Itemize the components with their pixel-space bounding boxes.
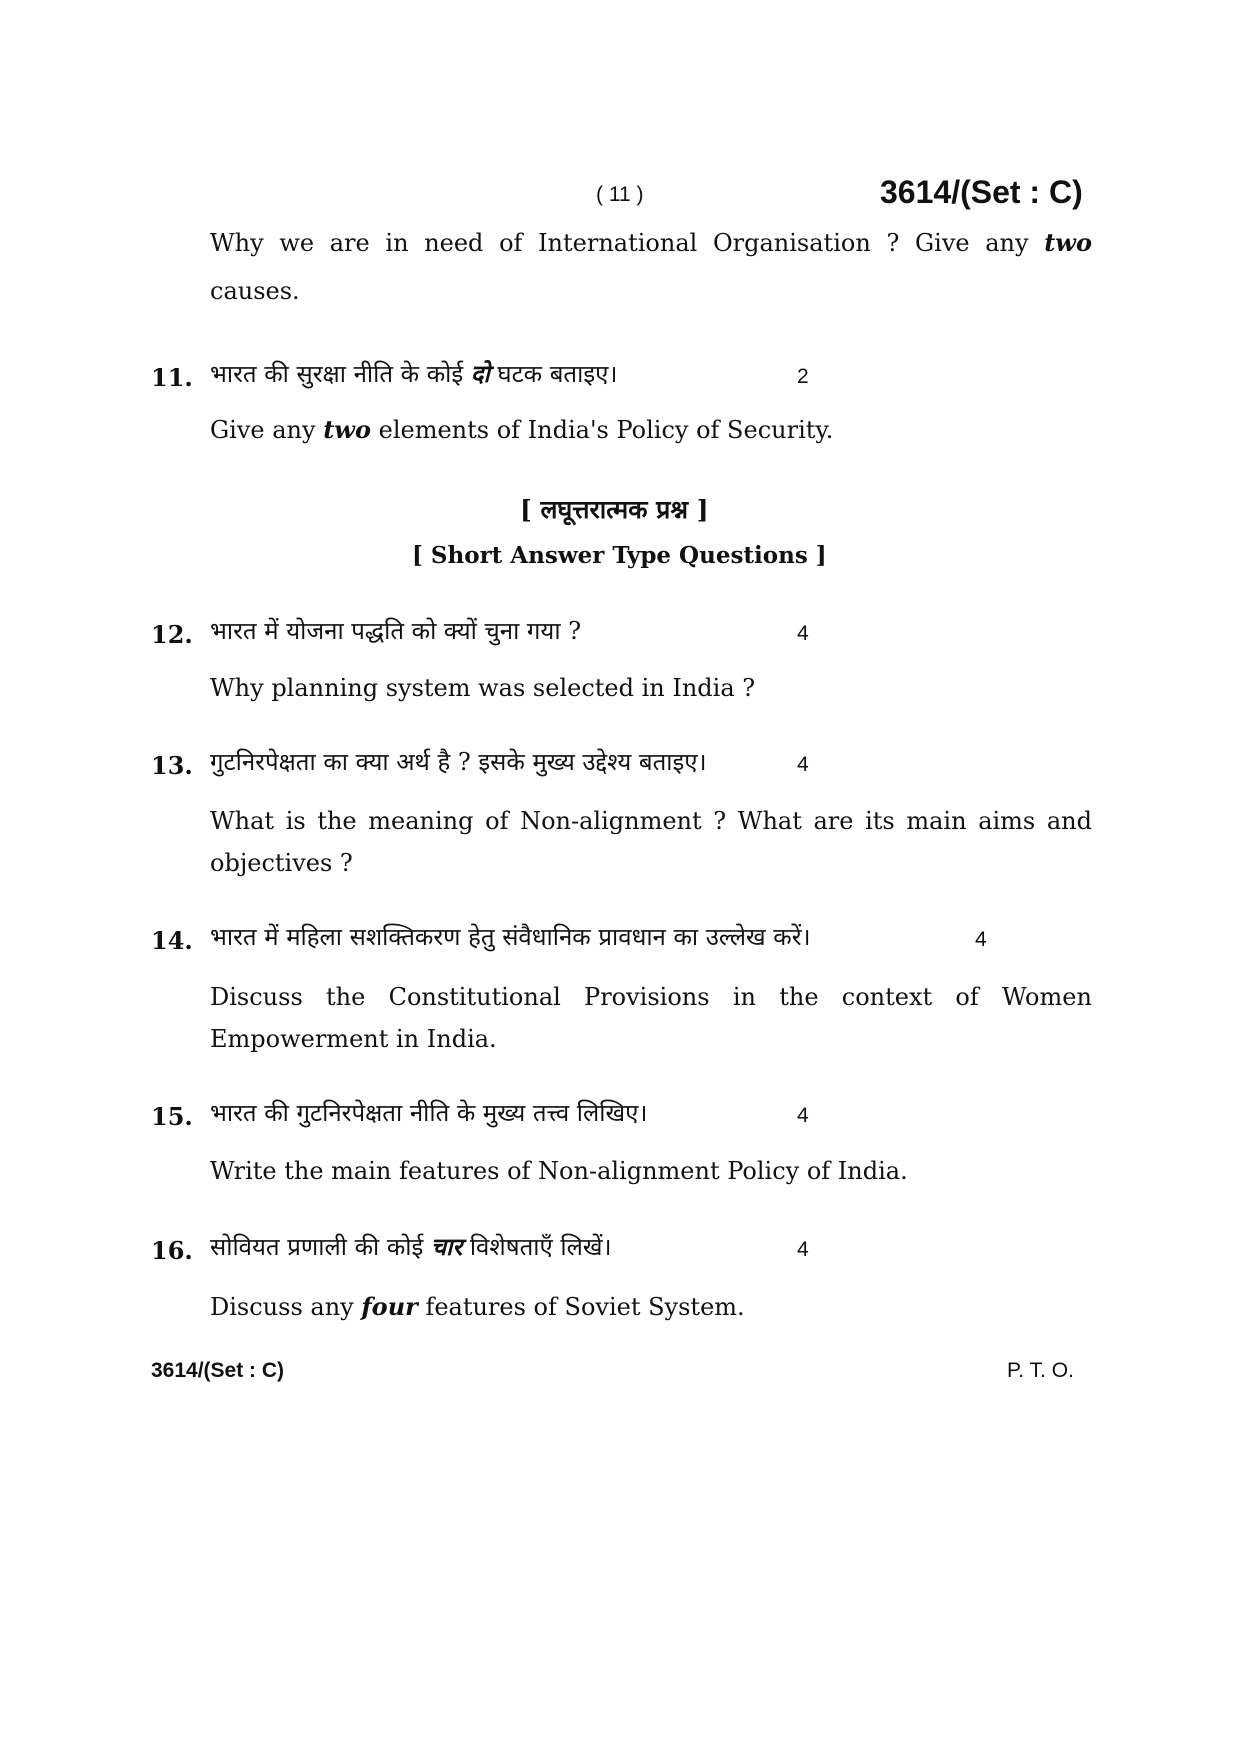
section-heading-english: [ Short Answer Type Questions ] [412,542,827,569]
q14-marks: 4 [975,928,987,951]
q13-english-line-2: objectives ? [210,849,353,877]
page-number: ( 11 ) [596,183,644,206]
q15-marks: 4 [797,1104,809,1127]
q10-english-line-2: causes. [210,277,300,305]
q11-english: Give any two elements of India's Policy of Security. [210,415,834,444]
q12-english: Why planning system was selected in India ? [210,674,756,702]
q13-english-line-1: What is the meaning of Non-alignment ? What are its main aims and [210,807,1093,835]
question-number-14: 14. [151,926,193,955]
q16-hindi: सोवियत प्रणाली की कोई चार विशेषताएँ लिखें। [210,1232,612,1261]
paper-code-footer: 3614/(Set : C) [151,1359,285,1382]
q12-hindi: भारत में योजना पद्धति को क्यों चुना गया ? [210,617,582,645]
q12-marks: 4 [797,622,809,645]
paper-code-header: 3614/(Set : C) [880,174,1083,210]
q13-hindi: गुटनिरपेक्षता का क्या अर्थ है ? इसके मुख्य उद्देश्य बताइए। [210,748,707,776]
q14-hindi: भारत में महिला सशक्तिकरण हेतु संवैधानिक प्रावधान का उल्लेख करें। [210,923,811,951]
q14-english-line-1: Discuss the Constitutional Provisions in the context of Women [210,983,1092,1011]
question-number-12: 12. [151,620,193,649]
question-number-11: 11. [151,363,193,392]
q13-marks: 4 [797,753,809,776]
q16-marks: 4 [797,1238,809,1261]
q11-hindi: भारत की सुरक्षा नीति के कोई दो घटक बताइए। [210,359,618,388]
question-number-13: 13. [151,751,193,780]
question-number-16: 16. [151,1236,193,1265]
q16-english: Discuss any four features of Soviet System. [210,1292,745,1321]
please-turn-over: P. T. O. [1007,1359,1074,1382]
emphasis-two: two [1044,228,1092,257]
section-heading-hindi: [ लघूत्तरात्मक प्रश्न ] [520,495,709,524]
q15-hindi: भारत की गुटनिरपेक्षता नीति के मुख्य तत्त्व लिखिए। [210,1099,648,1127]
q11-marks: 2 [797,365,809,388]
q10-english-line-1: Why we are in need of International Organisation ? Give any two [210,228,1092,257]
question-number-15: 15. [151,1102,193,1131]
q14-english-line-2: Empowerment in India. [210,1025,497,1053]
q15-english: Write the main features of Non-alignment Policy of India. [210,1157,908,1185]
